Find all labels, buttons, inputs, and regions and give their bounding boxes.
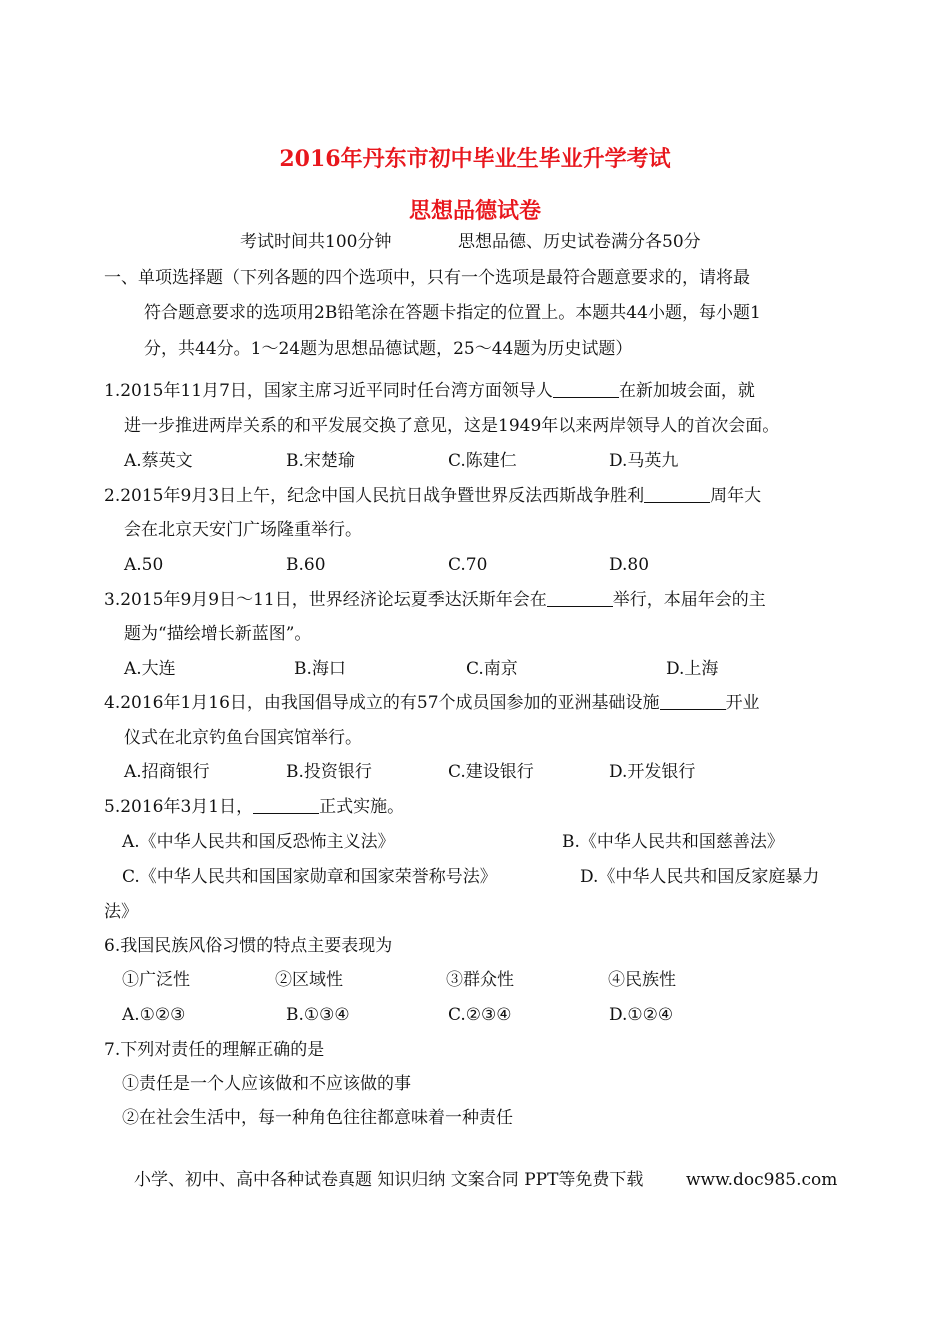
question-5-option-a: A.《中华人民共和国反恐怖主义法》 <box>122 832 395 852</box>
question-6-item-2: ②区域性 <box>275 970 343 990</box>
question-1-stem-line2: 进一步推进两岸关系的和平发展交换了意见，这是1949年以来两岸领导人的首次会面。 <box>124 416 780 436</box>
question-6-option-b: B.①③④ <box>286 1005 350 1025</box>
question-5-option-c: C.《中华人民共和国国家勋章和国家荣誉称号法》 <box>122 867 497 887</box>
question-2-option-b: B.60 <box>286 555 326 575</box>
question-4-option-d: D.开发银行 <box>609 762 696 782</box>
question-6-item-3: ③群众性 <box>446 970 514 990</box>
question-6-option-d: D.①②④ <box>609 1005 674 1025</box>
question-2-option-a: A.50 <box>124 555 164 575</box>
answer-blank <box>553 380 619 398</box>
question-2-option-c: C.70 <box>448 555 488 575</box>
question-7-stem: 7.下列对责任的理解正确的是 <box>104 1040 325 1060</box>
question-7-item-1: ①责任是一个人应该做和不应该做的事 <box>122 1074 411 1094</box>
exam-score-info: 思想品德、历史试卷满分各50分 <box>458 232 701 252</box>
question-1-option-a: A.蔡英文 <box>124 451 193 471</box>
question-1-option-b: B.宋楚瑜 <box>286 451 355 471</box>
question-7-item-2: ②在社会生活中，每一种角色往往都意味着一种责任 <box>122 1108 513 1128</box>
question-3-option-d: D.上海 <box>666 659 719 679</box>
footer-url[interactable]: www.doc985.com <box>686 1170 838 1190</box>
question-4-stem-line1: 4.2016年1月16日，由我国倡导成立的有57个成员国参加的亚洲基础设施 开业 <box>104 693 760 713</box>
section-heading-line2: 符合题意要求的选项用2B铅笔涂在答题卡指定的位置上。本题共44小题，每小题1 <box>144 303 761 323</box>
question-1-option-d: D.马英九 <box>609 451 679 471</box>
answer-blank <box>253 796 319 814</box>
footer-text: 小学、初中、高中各种试卷真题 知识归纳 文案合同 PPT等免费下载 <box>134 1170 644 1190</box>
question-5-option-d: D.《中华人民共和国反家庭暴力 <box>580 867 820 887</box>
question-3-stem-line2: 题为“描绘增长新蓝图”。 <box>124 624 312 644</box>
question-4-option-a: A.招商银行 <box>124 762 210 782</box>
section-heading-line3: 分，共44分。1～24题为思想品德试题，25～44题为历史试题） <box>144 339 633 359</box>
answer-blank <box>547 589 613 607</box>
question-5-stem: 5.2016年3月1日， 正式实施。 <box>104 797 405 817</box>
question-6-option-a: A.①②③ <box>122 1005 186 1025</box>
question-6-option-c: C.②③④ <box>448 1005 512 1025</box>
question-6-item-4: ④民族性 <box>608 970 676 990</box>
question-2-option-d: D.80 <box>609 555 650 575</box>
question-4-option-b: B.投资银行 <box>286 762 372 782</box>
question-2-stem-line1: 2.2015年9月3日上午，纪念中国人民抗日战争暨世界反法西斯战争胜利 周年大 <box>104 486 762 506</box>
question-1-stem-line1: 1.2015年11月7日，国家主席习近平同时任台湾方面领导人 在新加坡会面，就 <box>104 381 755 401</box>
question-3-stem-line1: 3.2015年9月9日～11日，世界经济论坛夏季达沃斯年会在 举行，本届年会的主 <box>104 590 766 610</box>
question-4-stem-line2: 仪式在北京钓鱼台国宾馆举行。 <box>124 728 362 748</box>
answer-blank <box>644 485 710 503</box>
exam-time-info: 考试时间共100分钟 <box>240 232 392 252</box>
question-3-option-c: C.南京 <box>466 659 518 679</box>
exam-subtitle: 思想品德试卷 <box>408 198 541 224</box>
question-2-stem-line2: 会在北京天安门广场隆重举行。 <box>124 520 362 540</box>
exam-title: 2016年丹东市初中毕业生毕业升学考试 <box>279 146 671 172</box>
section-heading-line1: 一、单项选择题（下列各题的四个选项中，只有一个选项是最符合题意要求的，请将最 <box>104 268 750 288</box>
question-1-option-c: C.陈建仁 <box>448 451 517 471</box>
question-3-option-a: A.大连 <box>124 659 176 679</box>
question-5-option-d-continued: 法》 <box>104 902 138 922</box>
question-6-stem: 6.我国民族风俗习惯的特点主要表现为 <box>104 936 393 956</box>
question-3-option-b: B.海口 <box>294 659 346 679</box>
question-5-option-b: B.《中华人民共和国慈善法》 <box>562 832 784 852</box>
question-6-item-1: ①广泛性 <box>122 970 190 990</box>
question-4-option-c: C.建设银行 <box>448 762 534 782</box>
answer-blank <box>660 692 726 710</box>
